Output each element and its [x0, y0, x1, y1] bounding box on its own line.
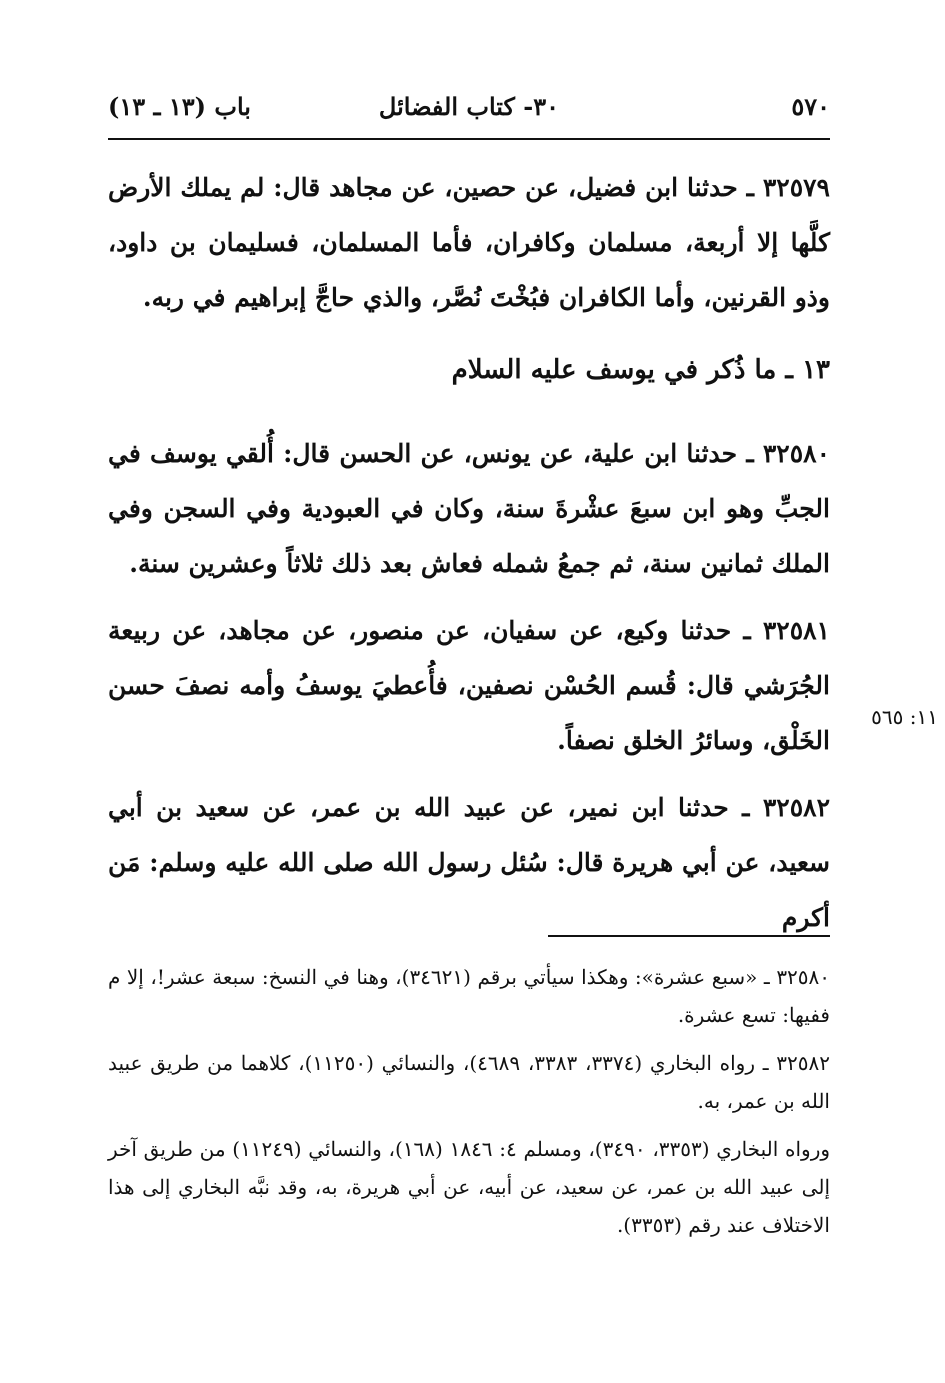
- hadith-paragraph: [108, 426, 830, 591]
- hadith-paragraph: [108, 780, 830, 945]
- footnote: [108, 1044, 830, 1120]
- hadith-text: حدثنا ابن علية، عن يونس، عن الحسن قال: أُلقي يوسف في الجبِّ وهو ابن سبعَ عشْرةَ سنة، وكان في العبودية وفي السجن وفي الملك ثمانين سنة، ثم جمعُ شمله فعاش بعد ذلك ثلاثاً وعشرين سنة.: [108, 439, 830, 578]
- hadith-paragraph: [108, 160, 830, 325]
- footnote: [108, 958, 830, 1034]
- book-title: ٣٠- كتاب الفضائل: [378, 92, 560, 121]
- hadith-text: حدثنا ابن فضيل، عن حصين، عن مجاهد قال: لم يملك الأرض كلَّها إلا أربعة، مسلمان وكافران، فأما المسلمان، فسليمان بن داود، وذو القرنين، وأما الكافران فبُخْتَ نُصَّر، والذي حاجَّ إبراهيم في ربه.: [108, 173, 830, 312]
- hadith-number: ٣٢٥٨٢ ـ: [742, 793, 830, 822]
- hadith-text: حدثنا وكيع، عن سفيان، عن منصور، عن مجاهد، عن ربيعة الجُرَشي قال: قُسم الحُسْن نصفين، فأُعطيَ يوسفُ وأمه نصفَ حسن الخَلْق، وسائرُ الخلق نصفاً.: [108, 616, 830, 755]
- footnote-text: «سبع عشرة»: وهكذا سيأتي برقم (٣٤٦٢١)، وهنا في النسخ: سبعة عشر!، إلا م ففيها: تسع عشرة.: [108, 965, 830, 1027]
- chapter-range: باب (١٣ ـ ١٣): [108, 92, 251, 121]
- footnote-text: رواه البخاري (٣٣٧٤، ٣٣٨٣، ٤٦٨٩)، والنسائي (١١٢٥٠)، كلاهما من طريق عبيد الله بن عمر، به.: [108, 1051, 830, 1113]
- hadith-number: ٣٢٥٨١ ـ: [743, 616, 830, 645]
- page-number: ٥٧٠: [791, 92, 830, 121]
- footnote-rule: [548, 935, 830, 937]
- main-text: [108, 160, 830, 957]
- footnote-number: ٣٢٥٨٠ ـ: [763, 965, 831, 989]
- footnote-text: ورواه البخاري (٣٣٥٣، ٣٤٩٠)، ومسلم ٤: ١٨٤٦ (١٦٨)، والنسائي (١١٢٤٩) من طريق آخر إلى عبيد الله بن عمر، عن سعيد، عن أبيه، عن أبي هريرة، به، وقد نبَّه البخاري إلى هذا الاختلاف عند رقم (٣٣٥٣).: [108, 1137, 831, 1237]
- page-header: [108, 86, 830, 130]
- hadith-text: حدثنا ابن نمير، عن عبيد الله بن عمر، عن سعيد بن أبي سعيد، عن أبي هريرة قال: سُئل رسول الله صلى الله عليه وسلم: مَن أكرم: [108, 793, 830, 932]
- header-rule: [108, 138, 830, 140]
- hadith-paragraph: [108, 603, 830, 768]
- margin-reference: ١١: ٥٦٥: [871, 705, 938, 729]
- footnotes: [108, 958, 830, 1254]
- hadith-number: ٣٢٥٨٠ ـ: [746, 439, 830, 468]
- footnote: [108, 1130, 830, 1244]
- section-heading: ١٣ ـ ما ذُكر في يوسف عليه السلام: [451, 355, 830, 385]
- footnote-number: ٣٢٥٨٢ ـ: [762, 1051, 831, 1075]
- hadith-number: ٣٢٥٧٩ ـ: [746, 173, 830, 202]
